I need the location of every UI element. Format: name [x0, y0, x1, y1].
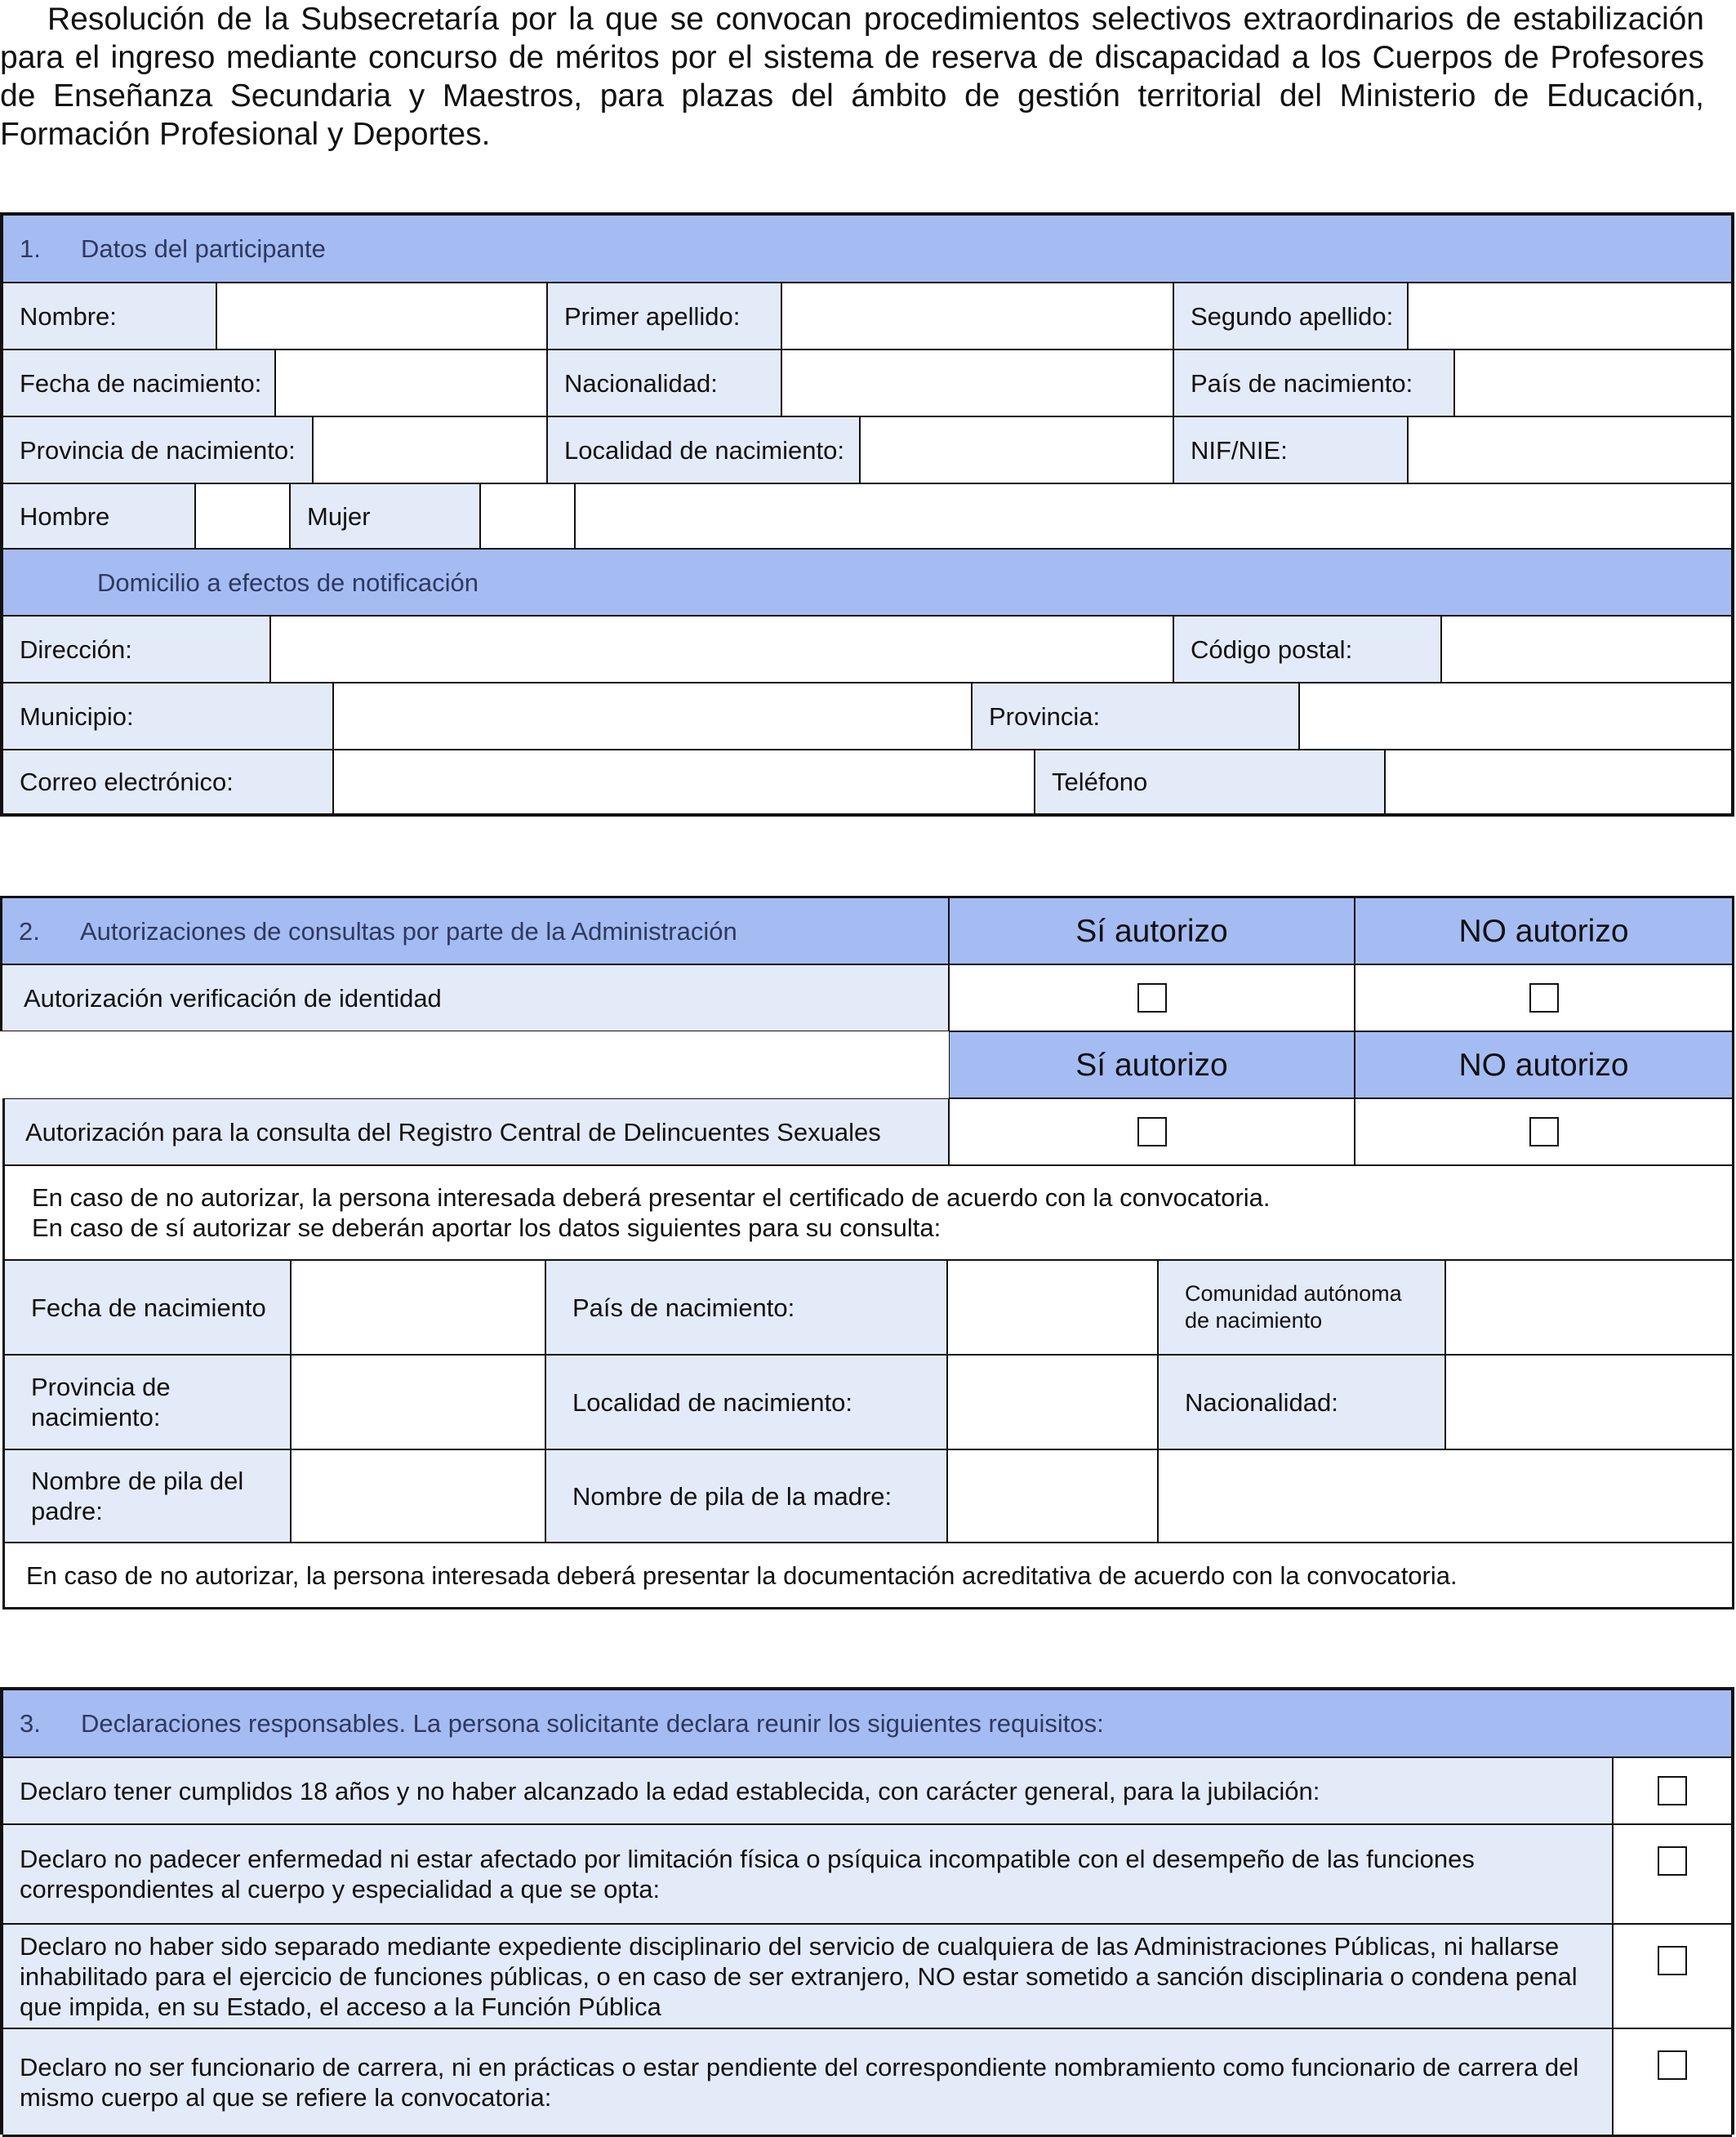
segundo-apellido-field[interactable]: [1408, 283, 1732, 349]
section-1-header: [2, 215, 1732, 283]
provincia-nacimiento-field[interactable]: [313, 416, 547, 483]
s2-comunidad-label: Comunidad autónoma de nacimiento: [1158, 1260, 1445, 1355]
direccion-field[interactable]: [270, 616, 1173, 683]
declaration-2-checkbox[interactable]: [1658, 1846, 1687, 1876]
segundo-apellido-label: Segundo apellido:: [1173, 283, 1408, 349]
telefono-field[interactable]: [1385, 750, 1732, 814]
nif-nie-field[interactable]: [1408, 416, 1732, 483]
section-1-participant-data: [0, 212, 1734, 817]
identidad-no-cell: [1355, 964, 1734, 1031]
primer-apellido-field[interactable]: [781, 283, 1173, 349]
empty-cell: [575, 483, 1732, 549]
note-1-line-2: En caso de sí autorizar se deberán aportar los datos siguientes para su consulta:: [32, 1213, 941, 1242]
declaration-item-3: Declaro no haber sido separado mediante expediente disciplinario del servicio de cualquiera de las Administraciones Públicas, ni hallarse inhabilitado para el ejercicio de funciones públicas, o en caso de ser extranjero, NO estar sometido a sanción disciplinaria o condena penal que impida, en su Estado, el acceso a la Función Pública: [2, 1924, 1613, 2028]
correo-label: Correo electrónico:: [2, 750, 333, 814]
nombre-label: Nombre:: [2, 283, 216, 349]
pais-nacimiento-label: País de nacimiento:: [1173, 349, 1454, 416]
registro-si-cell: [949, 1098, 1355, 1165]
section-3-number: 3.: [20, 1709, 41, 1738]
s2-empty-cell: [1158, 1449, 1734, 1543]
note-2: En caso de no autorizar, la persona interesada deberá presentar la documentación acreditativa de acuerdo con la convocatoria.: [2, 1543, 1734, 1609]
telefono-label: Teléfono: [1035, 750, 1385, 814]
s2-comunidad-field[interactable]: [1445, 1260, 1734, 1355]
registro-no-cell: [1355, 1098, 1734, 1165]
si-autorizo-header-1: Sí autorizo: [949, 896, 1355, 964]
fecha-nacimiento-field[interactable]: [275, 349, 547, 416]
provincia-label: Provincia:: [972, 683, 1299, 750]
hombre-field[interactable]: [195, 483, 290, 549]
identidad-si-checkbox[interactable]: [1137, 983, 1167, 1013]
note-1-line-1: En caso de no autorizar, la persona interesada deberá presentar el certificado de acuerdo con la convocatoria.: [32, 1183, 1271, 1212]
s2-nombre-madre-field[interactable]: [947, 1449, 1158, 1543]
section-1-title: Datos del participante: [81, 234, 326, 263]
codigo-postal-label: Código postal:: [1173, 616, 1441, 683]
s2-pais-nacimiento-label: País de nacimiento:: [545, 1260, 947, 1355]
no-autorizo-header-2: NO autorizo: [1355, 1031, 1734, 1098]
declaration-1-checkbox[interactable]: [1658, 1776, 1687, 1805]
registro-si-checkbox[interactable]: [1137, 1117, 1167, 1146]
s2-localidad-nacimiento-label: Localidad de nacimiento:: [545, 1355, 947, 1449]
nacionalidad-field[interactable]: [781, 349, 1173, 416]
declaration-item-2: Declaro no padecer enfermedad ni estar afectado por limitación física o psíquica incompatible con el desempeño de las funciones correspondientes al cuerpo y especialidad a que se opta:: [2, 1824, 1613, 1924]
section-3-declarations: [0, 1687, 1734, 2135]
declaration-3-checkbox[interactable]: [1658, 1946, 1687, 1975]
domicilio-header: [2, 549, 1732, 616]
direccion-label: Dirección:: [2, 616, 270, 683]
mujer-field[interactable]: [480, 483, 575, 549]
section-2-number: 2.: [19, 916, 40, 946]
municipio-label: Municipio:: [2, 683, 333, 750]
s2-pais-nacimiento-field[interactable]: [947, 1260, 1158, 1355]
s2-provincia-nacimiento-field[interactable]: [291, 1355, 545, 1449]
declaration-3-cell: [1613, 1924, 1732, 2028]
declaration-4-checkbox[interactable]: [1658, 2050, 1687, 2080]
domicilio-title: Domicilio a efectos de notificación: [97, 568, 479, 597]
nif-nie-label: NIF/NIE:: [1173, 416, 1408, 483]
municipio-field[interactable]: [333, 683, 972, 750]
s2-nombre-padre-field[interactable]: [291, 1449, 545, 1543]
primer-apellido-label: Primer apellido:: [547, 283, 781, 349]
section-2-title: Autorizaciones de consultas por parte de la Administración: [80, 916, 737, 946]
correo-field[interactable]: [333, 750, 1035, 814]
s2-localidad-nacimiento-field[interactable]: [947, 1355, 1158, 1449]
section-3-header: [2, 1690, 1732, 1757]
declaration-4-cell: [1613, 2028, 1732, 2137]
fecha-nacimiento-label: Fecha de nacimiento:: [2, 349, 275, 416]
si-autorizo-header-2: Sí autorizo: [949, 1031, 1355, 1098]
s2-nacionalidad-label: Nacionalidad:: [1158, 1355, 1445, 1449]
s2-fecha-nacimiento-field[interactable]: [291, 1260, 545, 1355]
localidad-nacimiento-label: Localidad de nacimiento:: [547, 416, 860, 483]
section-1-number: 1.: [20, 234, 41, 263]
localidad-nacimiento-field[interactable]: [860, 416, 1173, 483]
intro-paragraph: Resolución de la Subsecretaría por la que se convocan procedimientos selectivos extraordinarios de estabilización para el ingreso mediante concurso de méritos por el sistema de reserva de discapacidad a los Cuerpos de Profesores de Enseñanza Secundaria y Maestros, para plazas del ámbito de gestión territorial del Ministerio de Educación, Formación Profesional y Deportes.: [0, 2, 1704, 152]
s2-nombre-madre-label: Nombre de pila de la madre:: [545, 1449, 947, 1543]
identidad-si-cell: [949, 964, 1355, 1031]
s2-nacionalidad-field[interactable]: [1445, 1355, 1734, 1449]
section-3-title: Declaraciones responsables. La persona solicitante declara reunir los siguientes requisitos:: [81, 1709, 1104, 1738]
declaration-1-cell: [1613, 1757, 1732, 1824]
codigo-postal-field[interactable]: [1441, 616, 1732, 683]
s2-nombre-padre-label: Nombre de pila del padre:: [2, 1449, 291, 1543]
s2-provincia-nacimiento-label: Provincia de nacimiento:: [2, 1355, 291, 1449]
declaration-item-1: Declaro tener cumplidos 18 años y no haber alcanzado la edad establecida, con carácter general, para la jubilación:: [2, 1757, 1613, 1824]
registro-no-checkbox[interactable]: [1529, 1117, 1559, 1146]
no-autorizo-header-1: NO autorizo: [1355, 896, 1734, 964]
identidad-label: Autorización verificación de identidad: [0, 964, 949, 1031]
mujer-label: Mujer: [290, 483, 480, 549]
s2-fecha-nacimiento-label: Fecha de nacimiento: [2, 1260, 291, 1355]
hombre-label: Hombre: [2, 483, 195, 549]
identidad-no-checkbox[interactable]: [1529, 983, 1559, 1013]
provincia-field[interactable]: [1299, 683, 1732, 750]
pais-nacimiento-field[interactable]: [1454, 349, 1732, 416]
nombre-field[interactable]: [216, 283, 547, 349]
registro-label: Autorización para la consulta del Registro Central de Delincuentes Sexuales: [2, 1098, 949, 1165]
section-2-header: [0, 896, 949, 964]
declaration-2-cell: [1613, 1824, 1732, 1924]
section-2-authorizations: [0, 896, 1734, 1613]
note-1: [2, 1165, 1734, 1260]
declaration-item-4: Declaro no ser funcionario de carrera, ni en prácticas o estar pendiente del correspondiente nombramiento como funcionario de carrera del mismo cuerpo al que se refiere la convocatoria:: [2, 2028, 1613, 2137]
nacionalidad-label: Nacionalidad:: [547, 349, 781, 416]
provincia-nacimiento-label: Provincia de nacimiento:: [2, 416, 313, 483]
